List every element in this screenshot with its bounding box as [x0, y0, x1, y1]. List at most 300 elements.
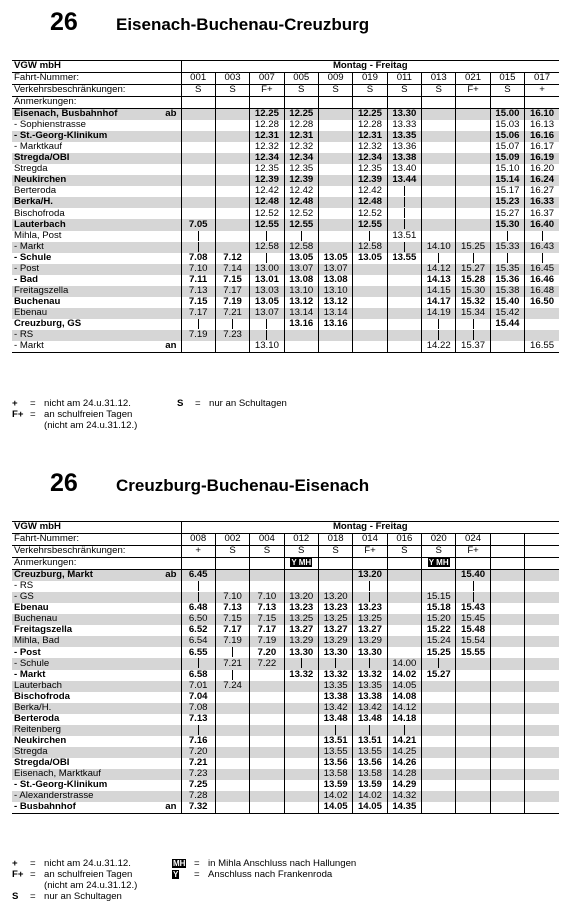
pass-through-marker — [250, 253, 284, 264]
restriction: S — [215, 85, 249, 97]
departure-time — [525, 692, 559, 703]
restriction: F+ — [456, 546, 490, 558]
departure-time: 7.20 — [181, 747, 215, 758]
departure-time: 13.58 — [318, 769, 352, 780]
departure-time — [456, 197, 490, 208]
departure-time: 13.12 — [284, 297, 318, 308]
departure-time — [215, 692, 249, 703]
departure-time — [422, 581, 456, 592]
departure-time: 13.05 — [284, 253, 318, 264]
stop-name-cell — [12, 131, 181, 142]
stop-name: - Busbahnhof — [14, 801, 76, 812]
departure-time — [284, 714, 318, 725]
departure-time — [215, 153, 249, 164]
departure-time: 7.21 — [215, 658, 249, 669]
stop-row — [12, 670, 559, 681]
departure-time — [422, 791, 456, 802]
departure-time: 13.36 — [387, 142, 421, 153]
stop-name-cell — [12, 625, 181, 636]
notes-label: Anmerkungen: — [12, 558, 181, 570]
stop-name: Bischofroda — [14, 208, 65, 219]
departure-time — [215, 725, 249, 736]
departure-time: 7.15 — [215, 275, 249, 286]
stop-row — [12, 219, 559, 230]
departure-time — [456, 714, 490, 725]
departure-time — [456, 164, 490, 175]
departure-time: 13.07 — [318, 264, 352, 275]
departure-time: 15.14 — [490, 175, 524, 186]
departure-time: 14.29 — [387, 780, 421, 791]
pass-through-marker — [181, 592, 215, 603]
stop-name-cell — [12, 330, 181, 341]
departure-time: 7.17 — [215, 286, 249, 297]
stop-row — [12, 153, 559, 164]
departure-time: 7.13 — [181, 286, 215, 297]
departure-time — [353, 308, 387, 319]
stop-name: - St.-Georg-Klinikum — [14, 779, 108, 790]
departure-time — [250, 747, 284, 758]
pass-through-marker — [250, 231, 284, 242]
legend-symbols: MH = in Mihla Anschluss nach Hallungen Y = Anschluss nach Frankenroda — [173, 858, 357, 880]
pass-through-marker — [387, 725, 421, 736]
departure-time: 12.58 — [284, 242, 318, 253]
departure-time: 7.28 — [181, 791, 215, 802]
restriction: S — [215, 546, 249, 558]
departure-time — [181, 164, 215, 175]
departure-time: 13.01 — [250, 275, 284, 286]
pass-through-marker — [353, 658, 387, 669]
departure-time: 14.02 — [318, 791, 352, 802]
company-name: VGW mbH — [12, 61, 181, 73]
restriction-label: Verkehrsbeschränkungen: — [12, 546, 181, 558]
departure-time — [215, 714, 249, 725]
departure-time — [318, 231, 352, 242]
restriction: S — [181, 85, 215, 97]
departure-time — [490, 581, 524, 592]
departure-time: 7.13 — [250, 603, 284, 614]
departure-time — [422, 231, 456, 242]
stop-row — [12, 681, 559, 692]
y-badge: Y — [173, 870, 179, 879]
departure-time: 12.34 — [284, 153, 318, 164]
stop-row — [12, 692, 559, 703]
departure-time — [422, 219, 456, 230]
departure-time: 13.25 — [353, 614, 387, 625]
departure-time: 13.32 — [353, 670, 387, 681]
stop-name-cell — [12, 231, 181, 242]
service-days: Montag - Freitag — [181, 522, 559, 534]
departure-time: 14.00 — [387, 658, 421, 669]
departure-time: 13.25 — [318, 614, 352, 625]
departure-time — [525, 791, 559, 802]
departure-time — [181, 131, 215, 142]
departure-time — [318, 120, 352, 131]
departure-time — [490, 647, 524, 658]
departure-time: 16.27 — [525, 186, 559, 197]
trip-note — [456, 97, 490, 109]
departure-time: 15.36 — [490, 275, 524, 286]
departure-time: 6.50 — [181, 614, 215, 625]
stop-name-cell — [12, 208, 181, 219]
stop-row — [12, 175, 559, 186]
stop-name: Eisenach, Busbahnhof — [14, 108, 118, 120]
departure-time: 7.24 — [215, 681, 249, 692]
trip-number: 007 — [250, 73, 284, 85]
stop-row — [12, 264, 559, 275]
departure-time — [525, 603, 559, 614]
departure-time — [250, 769, 284, 780]
departure-time — [490, 758, 524, 769]
departure-time: 16.43 — [525, 242, 559, 253]
pass-through-marker — [181, 242, 215, 253]
departure-time — [525, 714, 559, 725]
stop-name-cell — [12, 341, 181, 353]
stop-row — [12, 208, 559, 219]
stop-name-cell — [12, 681, 181, 692]
departure-time — [215, 175, 249, 186]
stop-name-cell — [12, 242, 181, 253]
departure-time — [284, 681, 318, 692]
route-title: Creuzburg-Buchenau-Eisenach — [116, 476, 370, 495]
departure-time: 7.13 — [181, 714, 215, 725]
stop-name: - St.-Georg-Klinikum — [14, 131, 108, 142]
restriction: S — [284, 85, 318, 97]
restriction: S — [318, 546, 352, 558]
departure-time: 12.52 — [284, 208, 318, 219]
departure-time — [490, 636, 524, 647]
departure-time — [215, 703, 249, 714]
departure-time: 13.38 — [318, 692, 352, 703]
notes-label: Anmerkungen: — [12, 97, 181, 109]
departure-time: 15.32 — [456, 297, 490, 308]
departure-time: 15.44 — [490, 319, 524, 330]
pass-through-marker — [318, 658, 352, 669]
departure-time — [284, 802, 318, 814]
departure-time: 14.02 — [353, 791, 387, 802]
departure-time: 12.35 — [353, 164, 387, 175]
departure-time — [215, 736, 249, 747]
stop-row — [12, 725, 559, 736]
departure-time: 15.54 — [456, 636, 490, 647]
stop-row — [12, 242, 559, 253]
stop-name: Lauterbach — [14, 680, 63, 691]
stop-name: - Alexanderstrasse — [14, 790, 94, 801]
trip-number: 009 — [318, 73, 352, 85]
departure-time: 13.16 — [284, 319, 318, 330]
departure-time: 12.31 — [250, 131, 284, 142]
stop-row — [12, 319, 559, 330]
departure-time — [422, 725, 456, 736]
departure-time — [387, 286, 421, 297]
service-days: Montag - Freitag — [181, 61, 559, 73]
departure-time: 7.15 — [250, 614, 284, 625]
stop-name-cell — [12, 570, 181, 582]
departure-time: 15.37 — [456, 341, 490, 353]
departure-time — [387, 341, 421, 353]
departure-time — [181, 142, 215, 153]
departure-time: 7.10 — [215, 592, 249, 603]
departure-time — [490, 802, 524, 814]
stop-row — [12, 142, 559, 153]
pass-through-marker — [387, 208, 421, 219]
departure-time: 12.52 — [353, 208, 387, 219]
departure-time: 13.59 — [353, 780, 387, 791]
stop-name: Bischofroda — [14, 691, 70, 702]
trip-note — [387, 558, 421, 570]
departure-time — [490, 725, 524, 736]
departure-time — [215, 142, 249, 153]
stop-name: Berteroda — [14, 186, 57, 197]
company-name: VGW mbH — [12, 522, 181, 534]
trip-note — [353, 97, 387, 109]
departure-time: 13.33 — [387, 120, 421, 131]
departure-time: 16.48 — [525, 286, 559, 297]
restriction: + — [181, 546, 215, 558]
departure-time: 12.34 — [250, 153, 284, 164]
departure-time: 15.23 — [490, 197, 524, 208]
stop-name-cell — [12, 769, 181, 780]
restriction: F+ — [353, 546, 387, 558]
legend-entry: (nicht am 24.u.31.12.) — [44, 880, 138, 891]
stop-name-cell — [12, 175, 181, 186]
trip-note — [387, 97, 421, 109]
departure-time — [215, 197, 249, 208]
departure-time — [525, 319, 559, 330]
departure-time — [250, 791, 284, 802]
departure-time: 12.32 — [353, 142, 387, 153]
pass-through-marker — [525, 253, 559, 264]
departure-time — [284, 769, 318, 780]
departure-time — [422, 570, 456, 582]
departure-time — [387, 264, 421, 275]
departure-time: 12.55 — [284, 219, 318, 230]
departure-time: 7.05 — [181, 219, 215, 230]
departure-time: 15.27 — [456, 264, 490, 275]
pass-through-marker — [525, 231, 559, 242]
departure-time: 6.48 — [181, 603, 215, 614]
departure-time: 13.32 — [284, 670, 318, 681]
departure-time — [387, 297, 421, 308]
departure-time: 14.05 — [387, 681, 421, 692]
departure-time: 13.55 — [318, 747, 352, 758]
departure-time: 15.27 — [422, 670, 456, 681]
departure-time — [490, 330, 524, 341]
departure-time — [422, 736, 456, 747]
departure-time — [284, 581, 318, 592]
departure-time: 15.38 — [490, 286, 524, 297]
departure-time — [353, 319, 387, 330]
pass-through-marker — [353, 581, 387, 592]
departure-time: 6.55 — [181, 647, 215, 658]
departure-time — [422, 142, 456, 153]
departure-time — [318, 131, 352, 142]
departure-time: 15.24 — [422, 636, 456, 647]
pass-through-marker — [387, 219, 421, 230]
departure-time: 12.28 — [284, 120, 318, 131]
departure-time: 13.12 — [318, 297, 352, 308]
stop-name: - Markt — [14, 669, 46, 680]
stop-name: Stregda — [14, 746, 48, 757]
stop-name-cell — [12, 780, 181, 791]
pass-through-marker — [387, 197, 421, 208]
departure-time — [215, 109, 249, 121]
departure-time: 7.16 — [181, 736, 215, 747]
restriction: S — [284, 546, 318, 558]
departure-time: 13.56 — [353, 758, 387, 769]
restriction: S — [422, 85, 456, 97]
departure-time — [215, 186, 249, 197]
departure-time: 7.04 — [181, 692, 215, 703]
departure-time: 7.32 — [181, 802, 215, 814]
stop-name: Lauterbach — [14, 219, 66, 230]
departure-time — [284, 758, 318, 769]
departure-time — [250, 758, 284, 769]
stop-name: - Post — [14, 263, 40, 275]
departure-time — [215, 164, 249, 175]
departure-time: 13.40 — [387, 164, 421, 175]
departure-time — [490, 736, 524, 747]
timetable-table — [12, 60, 559, 353]
departure-time — [422, 131, 456, 142]
restriction — [490, 546, 524, 558]
departure-time — [456, 769, 490, 780]
departure-time: 14.05 — [318, 802, 352, 814]
departure-time: 7.10 — [181, 264, 215, 275]
stop-row — [12, 614, 559, 625]
departure-time: 7.21 — [181, 758, 215, 769]
departure-time: 7.10 — [250, 592, 284, 603]
departure-time: 15.34 — [456, 308, 490, 319]
departure-time — [215, 581, 249, 592]
departure-time: 13.05 — [318, 253, 352, 264]
departure-time — [525, 747, 559, 758]
restriction: S — [318, 85, 352, 97]
stop-row — [12, 780, 559, 791]
note-badge: Y MH — [428, 558, 449, 568]
departure-time — [422, 780, 456, 791]
stop-name: Neukirchen — [14, 175, 67, 186]
departure-time — [525, 330, 559, 341]
departure-time: 14.13 — [422, 275, 456, 286]
departure-time — [318, 330, 352, 341]
departure-time — [422, 758, 456, 769]
legend-entry: + = nicht am 24.u.31.12. — [12, 398, 131, 409]
departure-time: 13.58 — [353, 769, 387, 780]
departure-time: 15.30 — [456, 286, 490, 297]
departure-time: 12.31 — [353, 131, 387, 142]
pass-through-marker — [456, 253, 490, 264]
departure-time: 13.35 — [318, 681, 352, 692]
departure-time — [181, 153, 215, 164]
departure-time: 12.28 — [353, 120, 387, 131]
departure-time: 12.31 — [284, 131, 318, 142]
departure-time — [422, 747, 456, 758]
trip-number: 001 — [181, 73, 215, 85]
departure-time: 15.03 — [490, 120, 524, 131]
departure-time: 7.15 — [181, 297, 215, 308]
departure-time — [422, 175, 456, 186]
departure-time — [215, 802, 249, 814]
stop-name: Mihla, Bad — [14, 636, 60, 647]
departure-time: 13.27 — [318, 625, 352, 636]
departure-time — [456, 131, 490, 142]
restriction: F+ — [456, 85, 490, 97]
departure-time: 15.22 — [422, 625, 456, 636]
pass-through-marker — [422, 253, 456, 264]
departure-time: 16.10 — [525, 109, 559, 121]
departure-time: 12.52 — [250, 208, 284, 219]
stop-name-cell — [12, 275, 181, 286]
departure-time: 12.42 — [284, 186, 318, 197]
departure-time — [353, 286, 387, 297]
departure-time — [353, 275, 387, 286]
departure-time: 7.08 — [181, 253, 215, 264]
trip-number: 018 — [318, 534, 352, 546]
departure-time: 12.35 — [284, 164, 318, 175]
departure-time: 16.37 — [525, 208, 559, 219]
departure-time: 7.17 — [250, 625, 284, 636]
departure-time: 15.20 — [422, 614, 456, 625]
departure-time — [490, 747, 524, 758]
departure-time — [490, 703, 524, 714]
restriction: S — [250, 546, 284, 558]
departure-time: 12.25 — [250, 109, 284, 121]
departure-time — [422, 208, 456, 219]
direction-tag: an — [165, 341, 177, 352]
stop-name: - Schule — [14, 252, 52, 264]
stop-name-cell — [12, 308, 181, 319]
stop-row — [12, 308, 559, 319]
departure-time: 13.29 — [318, 636, 352, 647]
departure-time: 13.59 — [318, 780, 352, 791]
departure-time — [525, 736, 559, 747]
direction-tag: ab — [165, 569, 177, 581]
stop-name: Mihla, Post — [14, 230, 62, 241]
departure-time: 14.12 — [422, 264, 456, 275]
departure-time: 13.35 — [353, 681, 387, 692]
stop-name-cell — [12, 692, 181, 703]
stop-row — [12, 570, 559, 582]
departure-time: 13.10 — [284, 286, 318, 297]
departure-time — [353, 264, 387, 275]
pass-through-marker — [250, 330, 284, 341]
pass-through-marker — [456, 330, 490, 341]
stop-name: Stregda — [14, 164, 48, 175]
departure-time — [250, 570, 284, 582]
departure-time — [318, 581, 352, 592]
departure-time: 12.35 — [250, 164, 284, 175]
departure-time: 7.17 — [215, 625, 249, 636]
pass-through-marker — [387, 242, 421, 253]
stop-name-cell — [12, 264, 181, 275]
departure-time — [318, 242, 352, 253]
trip-number: 017 — [525, 73, 559, 85]
pass-through-marker — [181, 319, 215, 330]
trip-number: 002 — [215, 534, 249, 546]
departure-time — [215, 120, 249, 131]
departure-time: 15.55 — [456, 647, 490, 658]
departure-time — [181, 120, 215, 131]
trip-note — [181, 558, 215, 570]
departure-time: 13.29 — [353, 636, 387, 647]
stop-name: Berka/H. — [14, 197, 53, 208]
trip-number-label: Fahrt-Nummer: — [12, 534, 181, 546]
departure-time: 13.14 — [284, 308, 318, 319]
stop-name: Berka/H. — [14, 702, 52, 713]
departure-time — [525, 636, 559, 647]
stop-row — [12, 330, 559, 341]
departure-time: 12.25 — [353, 109, 387, 121]
